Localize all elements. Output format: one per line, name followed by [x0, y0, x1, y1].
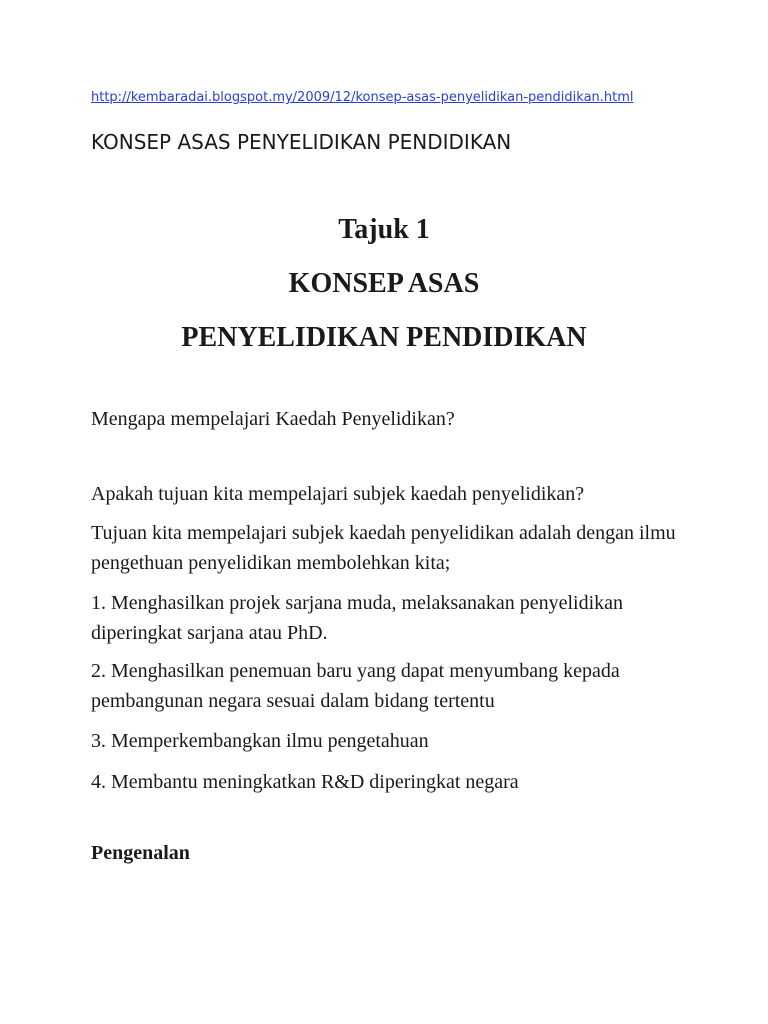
document-heading: KONSEP ASAS PENYELIDIKAN PENDIDIKAN [91, 130, 512, 154]
title-line-konsep-asas: KONSEP ASAS [288, 268, 480, 299]
source-url-link[interactable]: http://kembaradai.blogspot.my/2009/12/konsep-asas-penyelidikan-pendidikan.html [91, 90, 634, 105]
question-why-learn: Mengapa mempelajari Kaedah Penyelidikan? [91, 408, 455, 430]
list-item: 2. Menghasilkan penemuan baru yang dapat menyumbang kepada pembangunan negara sesuai dalam bidang tertentu [91, 660, 620, 712]
question-purpose: Apakah tujuan kita mempelajari subjek kaedah penyelidikan? [91, 483, 585, 505]
title-line-penyelidikan-pendidikan: PENYELIDIKAN PENDIDIKAN [181, 322, 587, 353]
answer-intro-paragraph: Tujuan kita mempelajari subjek kaedah penyelidikan adalah dengan ilmu pengethuan penyelidikan membolehkan kita; [91, 522, 676, 574]
section-heading-pengenalan: Pengenalan [91, 842, 190, 864]
list-item: 3. Memperkembangkan ilmu pengetahuan [91, 730, 429, 752]
title-line-tajuk: Tajuk 1 [338, 214, 430, 245]
list-item: 4. Membantu meningkatkan R&D diperingkat negara [91, 771, 519, 793]
list-item: 1. Menghasilkan projek sarjana muda, melaksanakan penyelidikan diperingkat sarjana atau PhD. [91, 592, 624, 644]
